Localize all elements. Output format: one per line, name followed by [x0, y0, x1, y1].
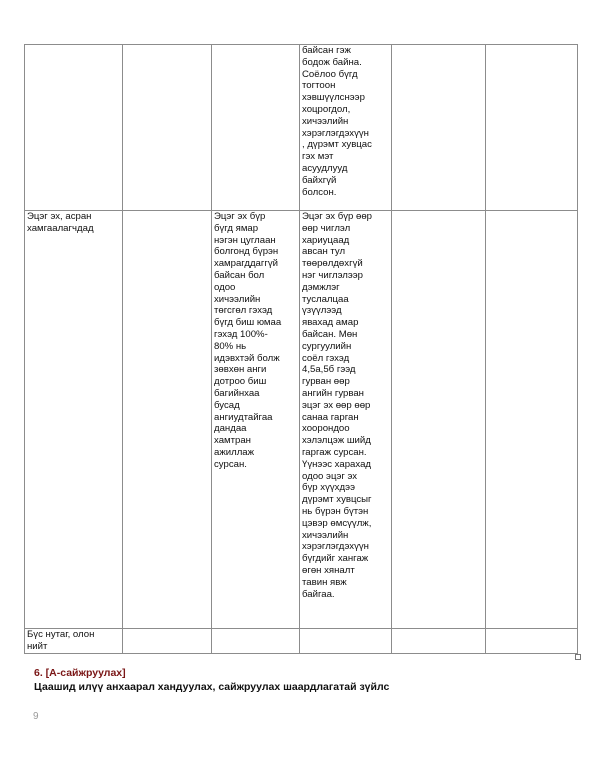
table-cell[interactable]	[486, 629, 578, 654]
table-cell[interactable]	[123, 45, 212, 211]
table-row	[25, 45, 578, 211]
table-cell[interactable]: Эцэг эх бүр өөр өөр чиглэл хариуцаад авсан тул төөрөлдөхгүй нэг чиглэлээр дэмжлэг туслалцаа үзүүлээд явахад амар байсан. Мөн сургуулийн соёл гэхэд 4,5а,5б гээд гурван өөр ангийн гурван эцэг эх өөр өөр санаа гарган хоорондоо хэлэлцэж шийд гаргаж сурсан. Үүнээс харахад одоо эцэг эх бүр хүүхдээ дүрэмт хувцсыг нь бүрэн бүтэн цэвэр өмсүүлж, хичээлийн хэрэглэгдэхүүн бүгдийг хангаж өгөн хяналт тавин явж байгаа.	[300, 211, 392, 629]
table-cell[interactable]	[300, 629, 392, 654]
evaluation-table	[24, 44, 578, 654]
table-cell[interactable]	[123, 211, 212, 629]
table-cell[interactable]: Бүс нутаг, олон нийт	[25, 629, 123, 654]
page-number: 9	[33, 711, 39, 722]
table-resize-handle[interactable]	[575, 654, 581, 660]
table-cell[interactable]	[392, 211, 486, 629]
table-cell[interactable]: Эцэг эх, асран хамгаалагчдад	[25, 211, 123, 629]
section-heading: 6. [А-сайжруулах]	[34, 667, 126, 679]
table-cell[interactable]	[123, 629, 212, 654]
table-cell[interactable]	[486, 211, 578, 629]
table-cell[interactable]	[212, 629, 300, 654]
section-subheading: Цаашид илүү анхаарал хандуулах, сайжруулах шаардлагатай зүйлс	[34, 681, 390, 693]
table-row	[25, 211, 578, 629]
table-cell[interactable]	[486, 45, 578, 211]
table-cell[interactable]: байсан гэж бодож байна. Соёлоо бүгд тогтоон хэвшүүлснээр хоцрогдол, хичээлийн хэрэглэгдэхүүн , дүрэмт хувцас гэх мэт асуудлууд байхгүй болсон.	[300, 45, 392, 211]
table-cell[interactable]: Эцэг эх бүр бүгд ямар нэгэн цуглаан болгонд бүрэн хамрагддаггүй байсан бол одоо хичээлийн төгсгөл гэхэд бүгд биш юмаа гэхэд 100%- 80% нь идэвхтэй болж зөвхөн анги дотроо биш багийнхаа бусад ангиудтайгаа дандаа хамтран ажиллаж сурсан.	[212, 211, 300, 629]
table-row	[25, 629, 578, 654]
table-cell[interactable]	[392, 629, 486, 654]
table-cell[interactable]	[25, 45, 123, 211]
table-cell[interactable]	[392, 45, 486, 211]
table-cell[interactable]	[212, 45, 300, 211]
